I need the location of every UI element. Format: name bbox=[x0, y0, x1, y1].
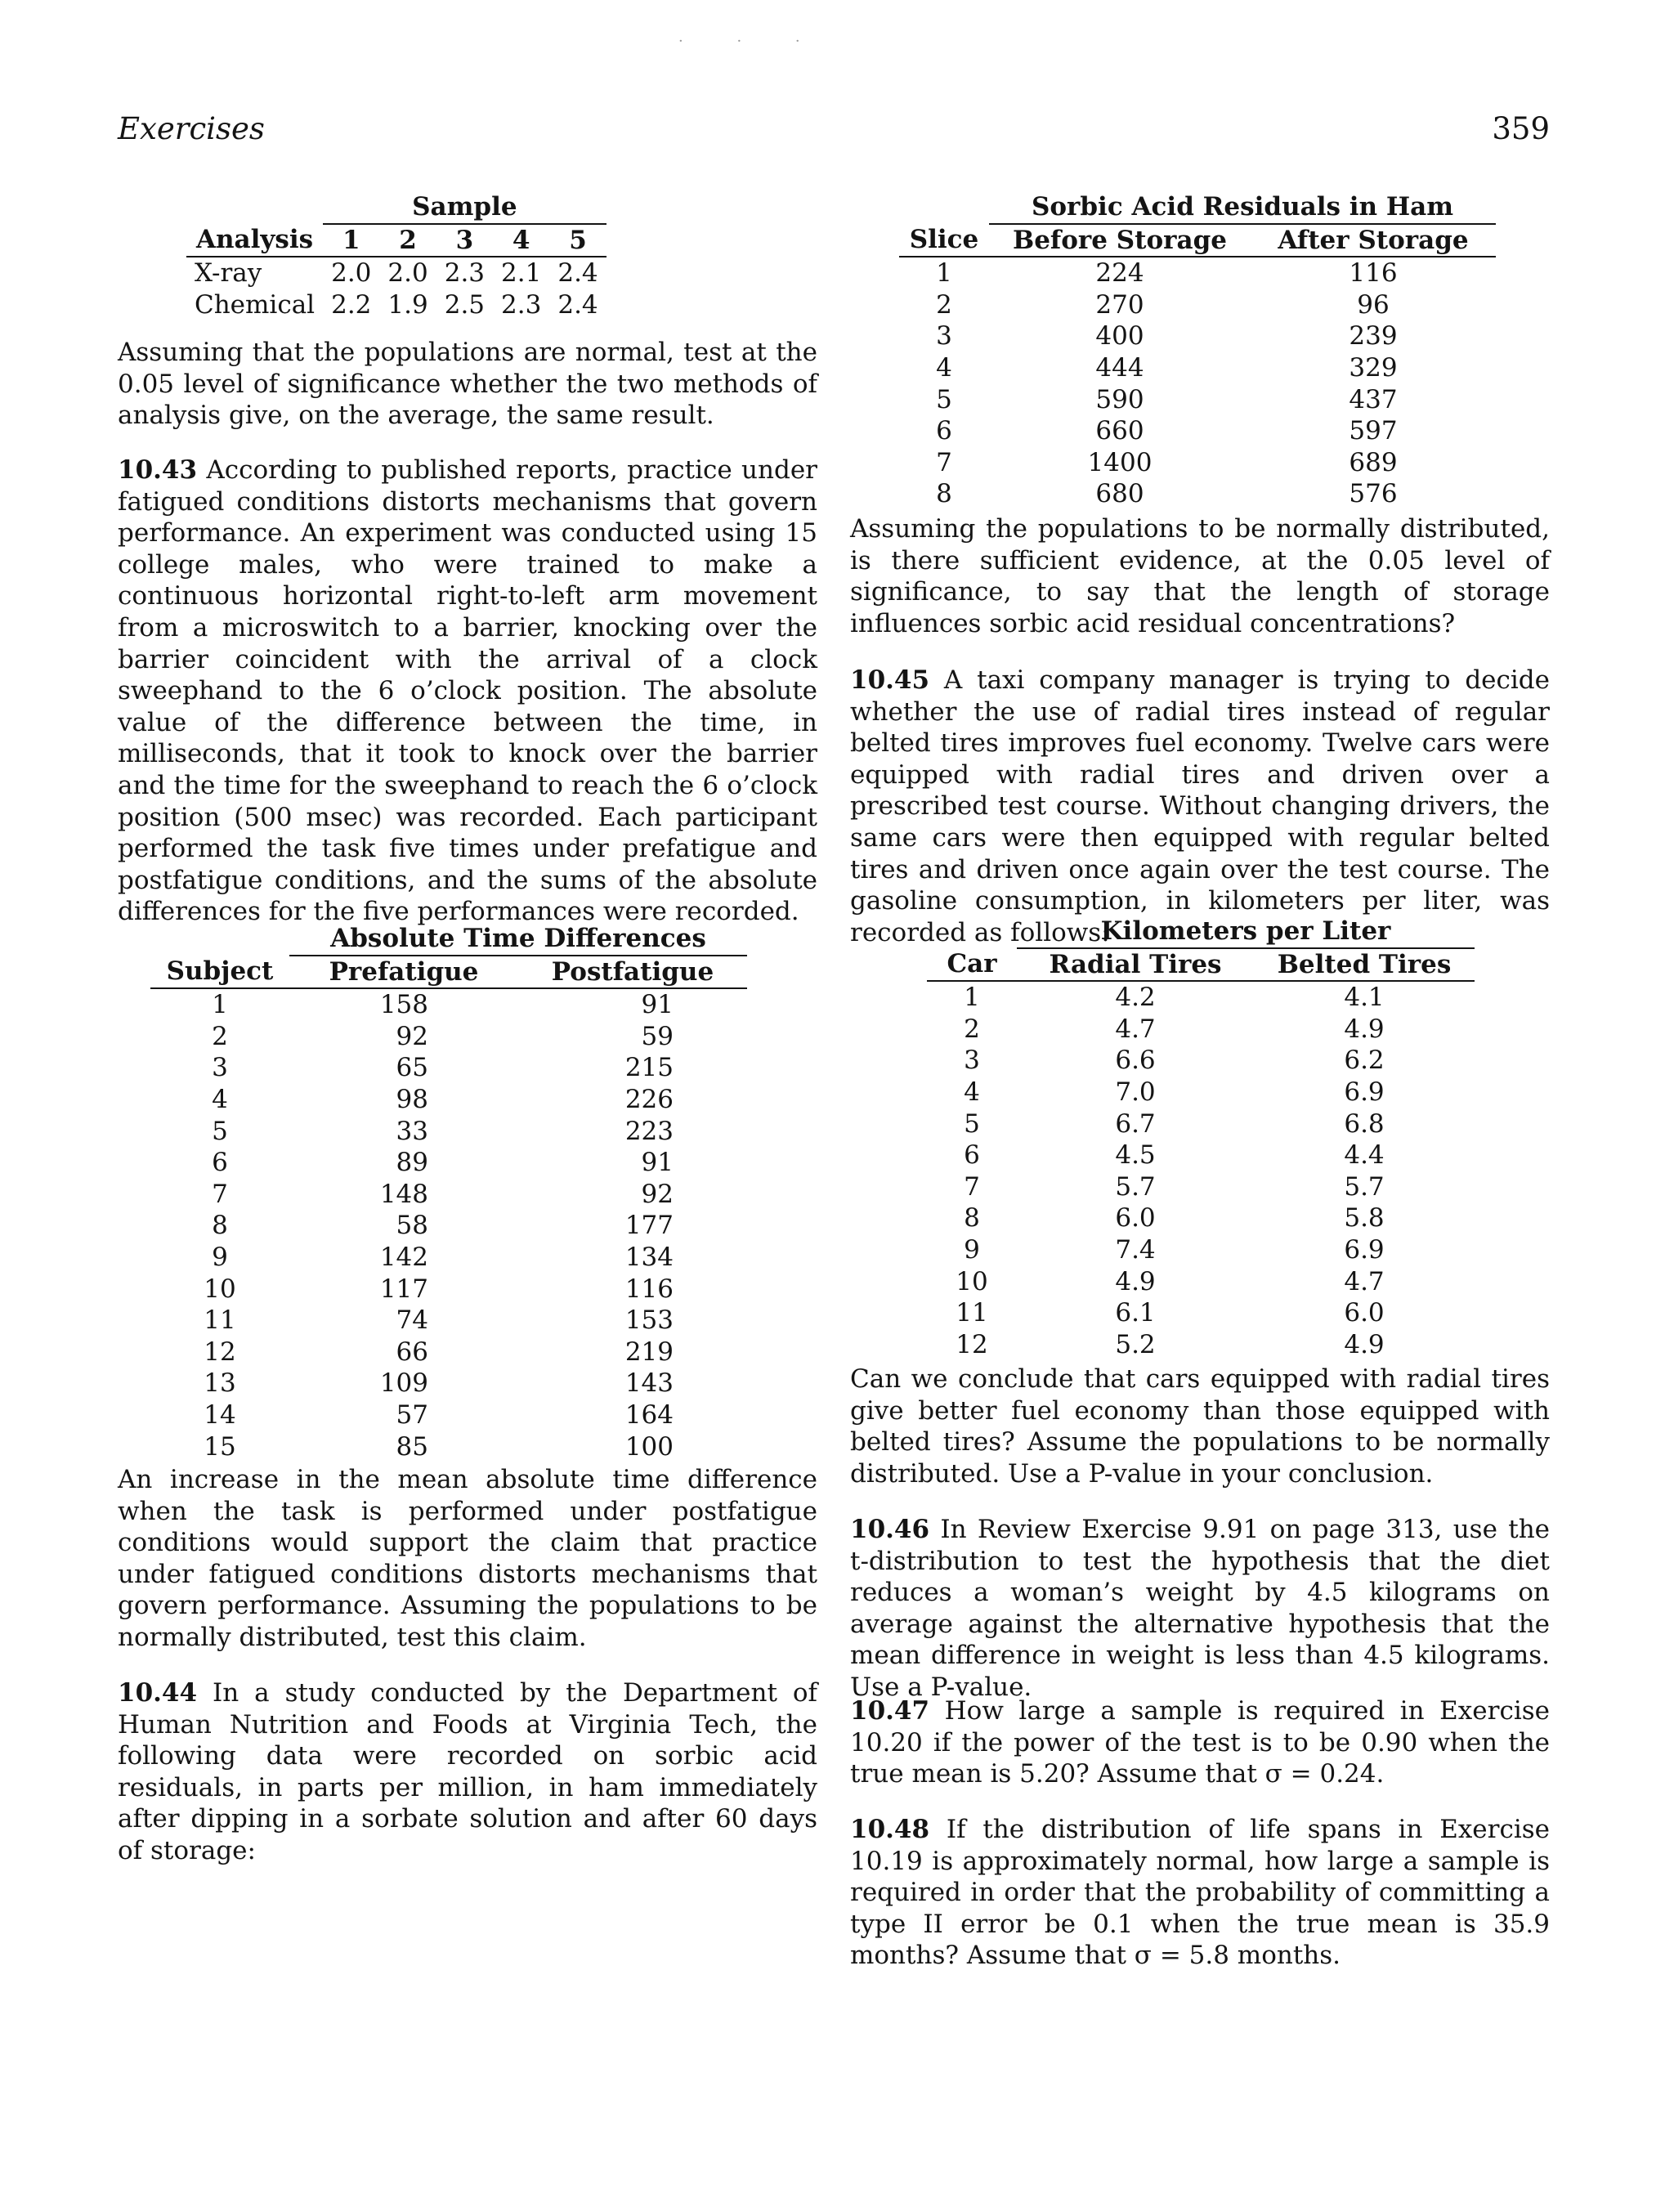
table-cell: 6 bbox=[212, 1148, 228, 1178]
table-cell: 2.0 bbox=[387, 258, 428, 289]
table-cell: 12 bbox=[204, 1337, 236, 1367]
sample-column-header: 3 bbox=[436, 224, 493, 257]
table-row bbox=[927, 1171, 1475, 1203]
scan-artifact: · · · bbox=[678, 33, 825, 50]
table-cell: 2.1 bbox=[501, 258, 542, 289]
table-cell: 2.4 bbox=[557, 289, 598, 320]
table-cell: 4.7 bbox=[1115, 1014, 1156, 1044]
table-cell: 2.0 bbox=[331, 258, 372, 289]
table-cell: 4.1 bbox=[1344, 983, 1385, 1013]
table-row bbox=[899, 384, 1496, 416]
table-cell: 6.0 bbox=[1115, 1203, 1156, 1234]
table-group-label: Kilometers per Liter bbox=[1017, 916, 1475, 948]
table-cell: 590 bbox=[1095, 384, 1144, 414]
table-row bbox=[150, 1274, 747, 1305]
table-cell: 91 bbox=[641, 1148, 674, 1178]
sample-analysis-table bbox=[186, 191, 606, 320]
table-cell: 689 bbox=[1349, 447, 1398, 477]
table-cell: 10 bbox=[956, 1266, 988, 1296]
table-cell: 7.4 bbox=[1115, 1234, 1156, 1265]
table-cell: 89 bbox=[396, 1148, 428, 1178]
analysis-header: Analysis bbox=[186, 224, 323, 257]
table-cell: 9 bbox=[964, 1234, 980, 1265]
table-cell: 6.2 bbox=[1344, 1046, 1385, 1076]
table-cell: 153 bbox=[624, 1305, 674, 1336]
sample-column-header: 1 bbox=[323, 224, 379, 257]
table-cell: 4.5 bbox=[1115, 1140, 1156, 1171]
table-cell: 3 bbox=[936, 321, 952, 352]
table-cell: 444 bbox=[1095, 352, 1144, 383]
column-header: Subject bbox=[150, 956, 289, 989]
table-row bbox=[927, 1014, 1475, 1046]
table-cell: 4 bbox=[936, 352, 952, 383]
table-row bbox=[899, 447, 1496, 479]
table-cell: 6.1 bbox=[1115, 1298, 1156, 1328]
table-row bbox=[186, 257, 606, 289]
table-cell: 1 bbox=[964, 983, 980, 1013]
table-cell: 177 bbox=[624, 1211, 674, 1241]
table-cell: 85 bbox=[396, 1431, 428, 1462]
table-cell: 143 bbox=[624, 1368, 674, 1399]
table-cell: 5.7 bbox=[1344, 1171, 1385, 1202]
table-cell: 15 bbox=[204, 1431, 236, 1462]
table-cell: 6.7 bbox=[1115, 1108, 1156, 1139]
table-row bbox=[927, 1045, 1475, 1077]
table-cell: 57 bbox=[396, 1399, 428, 1430]
table-row bbox=[150, 1337, 747, 1368]
table-cell: 74 bbox=[396, 1305, 428, 1336]
column-header: Postfatigue bbox=[518, 956, 747, 989]
table-cell: 224 bbox=[1095, 258, 1144, 289]
table-cell: 223 bbox=[624, 1116, 674, 1146]
table-cell: 142 bbox=[379, 1242, 428, 1272]
exercise-number: 10.47 bbox=[850, 1696, 930, 1726]
table-cell: 576 bbox=[1349, 479, 1398, 509]
exercise-10-45-conclusion: Can we conclude that cars equipped with radial tires give better fuel economy than those equipped with belted tires? Assume the populations to be normally distributed. Use a P-value in your conclusion. bbox=[850, 1364, 1550, 1489]
table-cell: 2.2 bbox=[331, 289, 372, 320]
table-row bbox=[150, 1052, 747, 1084]
table-row bbox=[150, 1084, 747, 1116]
table-cell: 134 bbox=[624, 1242, 674, 1272]
table-cell: 270 bbox=[1095, 289, 1144, 320]
table-group-label: Absolute Time Differences bbox=[289, 923, 747, 956]
exercise-10-48 bbox=[850, 1814, 1550, 1972]
table-cell: 226 bbox=[624, 1084, 674, 1114]
table-group-label: Sorbic Acid Residuals in Ham bbox=[989, 191, 1496, 224]
table-cell: 164 bbox=[624, 1399, 674, 1430]
exercise-number: 10.44 bbox=[118, 1678, 198, 1708]
kilometers-per-liter-table bbox=[927, 916, 1475, 1360]
table-cell: 96 bbox=[1357, 289, 1390, 320]
table-row bbox=[927, 1234, 1475, 1266]
table-cell: 11 bbox=[204, 1305, 236, 1336]
sample-group-label: Sample bbox=[323, 191, 606, 224]
sorbic-acid-table bbox=[899, 191, 1496, 510]
table-cell: 92 bbox=[396, 1021, 428, 1051]
table-row bbox=[150, 1147, 747, 1179]
exercise-number: 10.48 bbox=[850, 1815, 930, 1844]
table-row bbox=[927, 1266, 1475, 1298]
table-row bbox=[150, 1179, 747, 1211]
column-header: Slice bbox=[899, 224, 989, 257]
table-cell: 5.2 bbox=[1115, 1329, 1156, 1359]
table-cell: 6.6 bbox=[1115, 1046, 1156, 1076]
exercise-text: A taxi company manager is trying to decide whether the use of radial tires instead of regular belted tires improves fuel economy. Twelve cars were equipped with radial tires and driven over a prescribed test course. Without changing drivers, the same cars were then equipped with regular belted tires and driven once again over the test course. The gasoline consumption, in kilometers per liter, was recorded as follows: bbox=[850, 665, 1550, 947]
table-row bbox=[899, 257, 1496, 289]
exercise-text: In Review Exercise 9.91 on page 313, use the t-distribution to test the hypothesis that the diet reduces a woman’s weight by 4.5 kilograms on average against the alternative hypothesis that the mean difference in weight is less than 4.5 kilograms. Use a P-value. bbox=[850, 1515, 1550, 1702]
table-row bbox=[150, 1399, 747, 1431]
table-row bbox=[150, 988, 747, 1021]
table-cell: 5 bbox=[936, 384, 952, 414]
table-row bbox=[899, 478, 1496, 510]
table-row bbox=[150, 1116, 747, 1148]
table-cell: 437 bbox=[1349, 384, 1398, 414]
table-cell: 7 bbox=[936, 447, 952, 477]
table-cell: 148 bbox=[379, 1179, 428, 1209]
table-cell: 100 bbox=[624, 1431, 674, 1462]
table-row bbox=[927, 1202, 1475, 1234]
table-cell: 8 bbox=[936, 479, 952, 509]
sample-column-header: 2 bbox=[379, 224, 436, 257]
table-cell: 5.7 bbox=[1115, 1171, 1156, 1202]
table-cell: 7 bbox=[964, 1171, 980, 1202]
table-cell: 5 bbox=[964, 1108, 980, 1139]
table-cell: 12 bbox=[956, 1329, 988, 1359]
table-cell: 4.2 bbox=[1115, 983, 1156, 1013]
table-row bbox=[150, 1210, 747, 1242]
table-cell: 33 bbox=[396, 1116, 428, 1146]
page-number: 359 bbox=[1492, 111, 1550, 146]
table-cell: 6.9 bbox=[1344, 1234, 1385, 1265]
table-cell: 5 bbox=[212, 1116, 228, 1146]
table-header-row bbox=[150, 956, 747, 989]
table-row bbox=[927, 1108, 1475, 1140]
table-cell: 5.8 bbox=[1344, 1203, 1385, 1234]
table-cell: 59 bbox=[641, 1021, 674, 1051]
table-cell: 215 bbox=[624, 1053, 674, 1083]
table-row bbox=[150, 1368, 747, 1399]
table-cell: 1.9 bbox=[387, 289, 428, 320]
exercise-text: If the distribution of life spans in Exercise 10.19 is approximately normal, how large a sample is required in order that the probability of committing a type II error be 0.1 when the true mean is 35.9 months? Assume that σ = 5.8 months. bbox=[850, 1815, 1551, 1971]
table-cell: 660 bbox=[1095, 416, 1144, 446]
table-cell: 6 bbox=[936, 416, 952, 446]
table-cell: 4.4 bbox=[1344, 1140, 1385, 1171]
table-row bbox=[927, 981, 1475, 1014]
exercise-10-47 bbox=[850, 1695, 1550, 1790]
table-cell: 98 bbox=[396, 1084, 428, 1114]
running-header-section: Exercises bbox=[118, 111, 265, 146]
row-label: Chemical bbox=[195, 289, 316, 320]
table-cell: 13 bbox=[204, 1368, 236, 1399]
table-cell: 1400 bbox=[1087, 447, 1153, 477]
table-cell: 6.9 bbox=[1344, 1077, 1385, 1107]
table-cell: 10 bbox=[204, 1274, 236, 1304]
table-row bbox=[186, 289, 606, 321]
table-cell: 680 bbox=[1095, 479, 1144, 509]
table-cell: 158 bbox=[379, 990, 428, 1020]
table-cell: 58 bbox=[396, 1211, 428, 1241]
exercise-number: 10.46 bbox=[850, 1515, 930, 1544]
table-cell: 7 bbox=[212, 1179, 228, 1209]
exercise-10-43-conclusion: An increase in the mean absolute time difference when the task is performed under postfatigue conditions would support the claim that practice under fatigued conditions distorts mechanisms that govern performance. Assuming the populations to be normally distributed, test this claim. bbox=[118, 1465, 817, 1652]
table-header-row bbox=[927, 948, 1475, 982]
table-cell: 2 bbox=[964, 1014, 980, 1044]
table-cell: 109 bbox=[379, 1368, 428, 1399]
table-cell: 116 bbox=[1349, 258, 1398, 289]
table-cell: 4.9 bbox=[1344, 1014, 1385, 1044]
table-cell: 92 bbox=[641, 1179, 674, 1209]
table-row bbox=[150, 1021, 747, 1053]
sample-column-header: 4 bbox=[493, 224, 549, 257]
exercise-10-46 bbox=[850, 1514, 1550, 1704]
table-row bbox=[150, 1431, 747, 1463]
exercise-10-42-conclusion: Assuming that the populations are normal, test at the 0.05 level of significance whether the two methods of analysis give, on the average, the same result. bbox=[118, 338, 817, 431]
table-cell: 239 bbox=[1349, 321, 1398, 352]
exercise-number: 10.43 bbox=[118, 455, 198, 485]
column-header: Belted Tires bbox=[1254, 948, 1475, 982]
exercise-10-43 bbox=[118, 454, 817, 928]
table-cell: 2.3 bbox=[444, 258, 486, 289]
table-cell: 4.7 bbox=[1344, 1266, 1385, 1296]
table-cell: 4.9 bbox=[1115, 1266, 1156, 1296]
table-cell: 4 bbox=[964, 1077, 980, 1107]
table-row bbox=[899, 289, 1496, 321]
table-row bbox=[150, 1305, 747, 1337]
table-cell: 4.9 bbox=[1344, 1329, 1385, 1359]
table-header-row bbox=[899, 224, 1496, 257]
table-row bbox=[899, 352, 1496, 384]
column-header: Radial Tires bbox=[1017, 948, 1254, 982]
table-cell: 1 bbox=[212, 990, 228, 1020]
exercise-text: According to published reports, practice under fatigued conditions distorts mechanisms that govern performance. An experiment was conducted using 15 college males, who were trained to make a continuous horizontal right-to-left arm movement from a microswitch to a barrier, knocking over the barrier coincident with the arrival of a clock sweephand to the 6 o’clock position. The absolute value of the difference between the time, in milliseconds, that it took to knock over the barrier and the time for the sweephand to reach the 6 o’clock position (500 msec) was recorded. Each participant performed the task five times under prefatigue and postfatigue conditions, and the sums of the absolute differences for the five performances were recorded. bbox=[118, 455, 817, 927]
table-cell: 117 bbox=[379, 1274, 428, 1304]
table-cell: 8 bbox=[212, 1211, 228, 1241]
table-cell: 7.0 bbox=[1115, 1077, 1156, 1107]
table-cell: 8 bbox=[964, 1203, 980, 1234]
table-row bbox=[927, 1297, 1475, 1329]
table-cell: 11 bbox=[956, 1298, 988, 1328]
sample-header-row bbox=[186, 224, 606, 257]
table-cell: 9 bbox=[212, 1242, 228, 1272]
exercise-text: In a study conducted by the Department of Human Nutrition and Foods at Virginia Tech, the following data were recorded on sorbic acid residuals, in parts per million, in ham immediately after dipping in a sorbate solution and after 60 days of storage: bbox=[118, 1678, 817, 1865]
table-cell: 400 bbox=[1095, 321, 1144, 352]
table-cell: 329 bbox=[1349, 352, 1398, 383]
table-cell: 2.5 bbox=[444, 289, 486, 320]
sample-column-header: 5 bbox=[549, 224, 606, 257]
column-header: Before Storage bbox=[989, 224, 1251, 257]
exercise-10-44 bbox=[118, 1677, 817, 1867]
table-cell: 66 bbox=[396, 1337, 428, 1367]
table-cell: 6.8 bbox=[1344, 1108, 1385, 1139]
exercise-10-45 bbox=[850, 665, 1550, 948]
exercise-number: 10.45 bbox=[850, 665, 930, 695]
row-label: X-ray bbox=[195, 258, 262, 289]
table-cell: 91 bbox=[641, 990, 674, 1020]
exercise-text: How large a sample is required in Exercise 10.20 if the power of the test is to be 0.90 when the true mean is 5.20? Assume that σ = 0.24. bbox=[850, 1696, 1550, 1789]
column-header: Car bbox=[927, 948, 1017, 982]
table-row bbox=[899, 320, 1496, 352]
table-cell: 3 bbox=[964, 1046, 980, 1076]
column-header: After Storage bbox=[1251, 224, 1496, 257]
table-cell: 219 bbox=[624, 1337, 674, 1367]
table-row bbox=[899, 415, 1496, 447]
table-row bbox=[927, 1140, 1475, 1171]
table-cell: 14 bbox=[204, 1399, 236, 1430]
table-cell: 65 bbox=[396, 1053, 428, 1083]
absolute-time-differences-table bbox=[150, 923, 747, 1462]
table-row bbox=[150, 1242, 747, 1274]
table-cell: 2 bbox=[212, 1021, 228, 1051]
table-row bbox=[927, 1077, 1475, 1108]
table-cell: 6.0 bbox=[1344, 1298, 1385, 1328]
table-cell: 3 bbox=[212, 1053, 228, 1083]
table-row bbox=[927, 1329, 1475, 1361]
table-cell: 2.3 bbox=[501, 289, 542, 320]
table-cell: 6 bbox=[964, 1140, 980, 1171]
table-cell: 4 bbox=[212, 1084, 228, 1114]
table-cell: 2.4 bbox=[557, 258, 598, 289]
column-header: Prefatigue bbox=[289, 956, 518, 989]
table-cell: 2 bbox=[936, 289, 952, 320]
table-cell: 597 bbox=[1349, 416, 1398, 446]
table-cell: 1 bbox=[936, 258, 952, 289]
table-cell: 116 bbox=[624, 1274, 674, 1304]
exercise-10-44-conclusion: Assuming the populations to be normally distributed, is there sufficient evidence, at the 0.05 level of significance, to say that the length of storage influences sorbic acid residual concentrations? bbox=[850, 514, 1550, 638]
